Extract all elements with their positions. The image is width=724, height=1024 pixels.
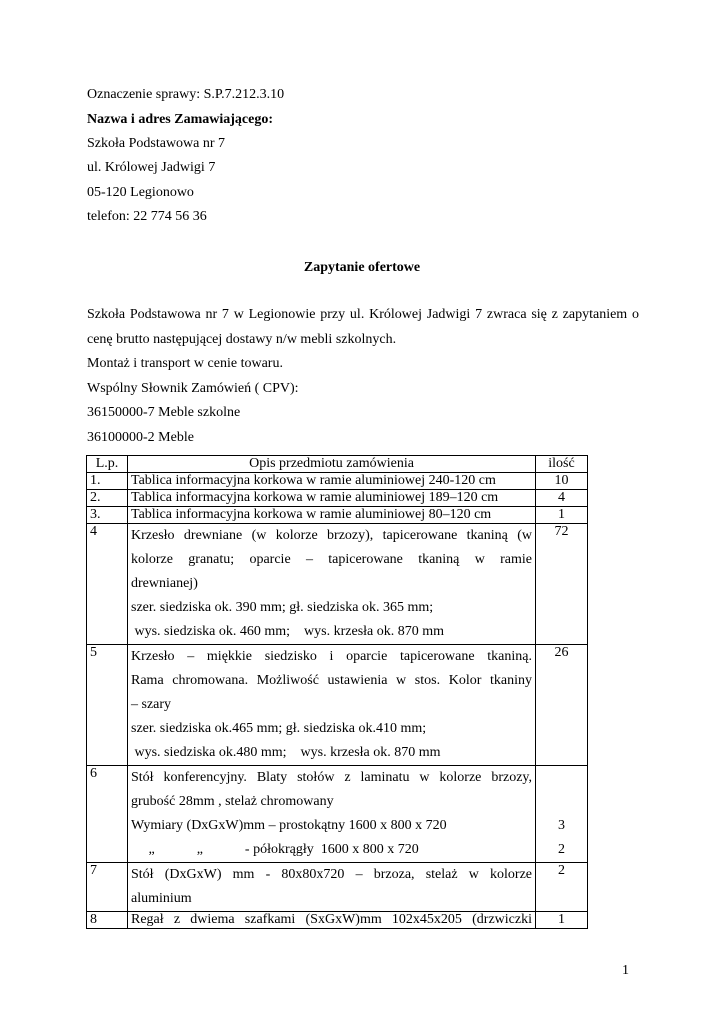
cpv-code-2: 36100000-2 Meble [87, 429, 194, 445]
row-quantity: 2 [536, 863, 588, 912]
row-description: Regał z dwiema szafkami (SxGxW)mm 102x45x205 (drzwiczki [128, 912, 536, 929]
row-quantity [536, 766, 588, 863]
table-row [87, 524, 588, 645]
desc-line: kolorze granatu; oparcie – tapicerowane tkaniną w ramie [131, 552, 532, 567]
desc-line: Stół konferencyjny. Blaty stołów z laminatu w kolorze brzozy, [131, 770, 532, 785]
document-title: Zapytanie ofertowe [303, 260, 421, 275]
desc-line: Rama chromowana. Możliwość ustawienia w stos. Kolor tkaniny [131, 673, 532, 688]
intro-line-4: Wspólny Słownik Zamówień ( CPV): [87, 380, 299, 396]
desc-line: Stół (DxGxW) mm - 80x80x720 – brzoza, stelaż w kolorze [131, 867, 532, 882]
row-quantity: 10 [536, 473, 588, 490]
row-quantity: 26 [536, 645, 588, 766]
items-table [86, 455, 588, 929]
intro-line-2: cenę brutto następującej dostawy n/w mebli szkolnych. [87, 331, 397, 347]
intro-line-1: Szkoła Podstawowa nr 7 w Legionowie przy ul. Królowej Jadwigi 7 zwraca się z zapytaniem o [87, 307, 639, 322]
row-description [128, 524, 536, 645]
desc-line: Krzesło drewniane (w kolorze brzozy), tapicerowane tkaniną (w [131, 528, 532, 543]
row-lp: 8 [87, 912, 128, 929]
table-row [87, 490, 588, 507]
desc-line: aluminium [131, 891, 192, 906]
row-description [128, 645, 536, 766]
desc-line: wys. siedziska ok. 460 mm; wys. krzesła ok. 870 mm [131, 624, 445, 639]
desc-line: Krzesło – miękkie siedzisko i oparcie tapicerowane tkaniną. [131, 649, 532, 664]
header-description: Opis przedmiotu zamówienia [128, 456, 536, 473]
desc-line: szer. siedziska ok.465 mm; gł. siedziska ok.410 mm; [131, 721, 427, 736]
row-lp: 3. [87, 507, 128, 524]
row-lp: 6 [87, 766, 128, 863]
table-row [87, 645, 588, 766]
buyer-postcode-city: 05-120 Legionowo [87, 185, 194, 200]
intro-section [87, 303, 639, 450]
buyer-phone: telefon: 22 774 56 36 [87, 209, 207, 224]
case-reference: Oznaczenie sprawy: S.P.7.212.3.10 [87, 87, 285, 102]
page-number: 1 [622, 963, 629, 978]
header-lp: L.p. [87, 456, 128, 473]
cpv-code-1: 36150000-7 Meble szkolne [87, 405, 241, 420]
header-quantity: ilość [536, 456, 588, 473]
table-header-row [87, 456, 588, 473]
desc-line: – szary [131, 697, 172, 712]
quantity-rectangular: 3 [558, 818, 565, 833]
quantity-semicircular: 2 [558, 842, 565, 857]
row-quantity: 1 [536, 507, 588, 524]
buyer-name: Szkoła Podstawowa nr 7 [87, 136, 226, 151]
desc-line: szer. siedziska ok. 390 mm; gł. siedziska ok. 365 mm; [131, 600, 434, 615]
desc-line: Wymiary (DxGxW)mm – prostokątny 1600 x 800 x 720 [131, 818, 447, 833]
desc-line: drewnianej) [131, 576, 198, 591]
table-row [87, 507, 588, 524]
row-description [128, 766, 536, 863]
row-description: Tablica informacyjna korkowa w ramie aluminiowej 189–120 cm [128, 490, 536, 507]
row-lp: 4 [87, 524, 128, 645]
desc-line: grubość 28mm , stelaż chromowany [131, 794, 334, 809]
buyer-street: ul. Królowej Jadwigi 7 [87, 160, 216, 175]
desc-line: wys. siedziska ok.480 mm; wys. krzesła ok. 870 mm [131, 745, 441, 760]
row-description: Tablica informacyjna korkowa w ramie aluminiowej 240-120 cm [128, 473, 536, 490]
table-row [87, 766, 588, 863]
row-lp: 7 [87, 863, 128, 912]
row-quantity: 4 [536, 490, 588, 507]
row-lp: 1. [87, 473, 128, 490]
row-lp: 5 [87, 645, 128, 766]
table-row [87, 863, 588, 912]
row-description: Tablica informacyjna korkowa w ramie aluminiowej 80–120 cm [128, 507, 536, 524]
intro-line-3: Montaż i transport w cenie towaru. [87, 356, 283, 371]
desc-line: „ „ - półokrągły 1600 x 800 x 720 [131, 842, 419, 857]
buyer-heading: Nazwa i adres Zamawiającego: [87, 112, 273, 127]
row-quantity: 72 [536, 524, 588, 645]
row-description [128, 863, 536, 912]
table-row [87, 473, 588, 490]
row-quantity: 1 [536, 912, 588, 929]
table-row [87, 912, 588, 929]
row-lp: 2. [87, 490, 128, 507]
